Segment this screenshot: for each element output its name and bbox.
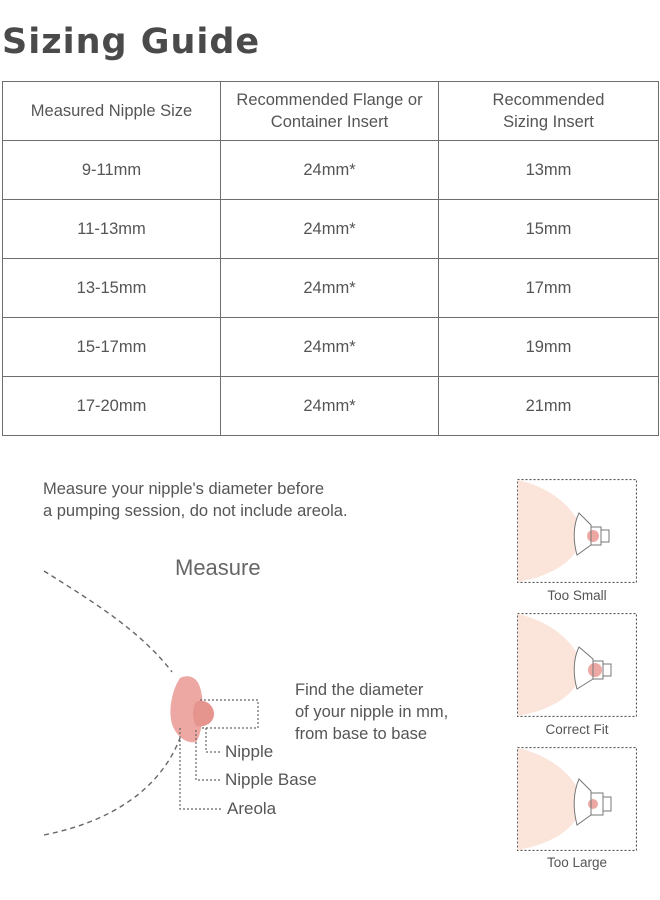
cell-insert: 15mm [439, 200, 659, 259]
measure-diagram [0, 440, 500, 860]
nipple-shape [193, 701, 214, 726]
header-flange-line1: Recommended Flange or [236, 91, 423, 109]
sizing-table [2, 81, 659, 436]
cell-insert: 21mm [439, 377, 659, 436]
header-measured-size: Measured Nipple Size [3, 82, 221, 141]
table-row [3, 318, 659, 377]
find-diameter-text [295, 679, 448, 745]
cell-flange: 24mm* [221, 377, 439, 436]
cell-insert: 19mm [439, 318, 659, 377]
instruction-line-1: Measure your nipple's diameter before [43, 480, 325, 498]
cell-nipple-size: 17-20mm [3, 377, 221, 436]
fit-label-too-large: Too Large [546, 855, 608, 870]
cell-insert: 13mm [439, 141, 659, 200]
fit-image-correct-fit [517, 613, 637, 717]
cell-nipple-size: 15-17mm [3, 318, 221, 377]
cell-nipple-size: 13-15mm [3, 259, 221, 318]
find-line-2: of your nipple in mm, [295, 703, 449, 721]
header-sizing-insert [439, 82, 659, 141]
nipple-base-label: Nipple Base [225, 770, 317, 789]
table-row [3, 141, 659, 200]
table-row [3, 377, 659, 436]
cell-flange: 24mm* [221, 318, 439, 377]
cell-nipple-size: 11-13mm [3, 200, 221, 259]
cell-nipple-size: 9-11mm [3, 141, 221, 200]
measure-heading: Measure [175, 555, 261, 580]
find-line-3: from base to base [295, 725, 428, 743]
page-title: Sizing Guide [2, 22, 261, 62]
nipple-label: Nipple [225, 742, 274, 761]
fit-image-too-large [517, 747, 637, 851]
nipple-base-leader [196, 730, 220, 780]
find-line-1: Find the diameter [295, 681, 424, 699]
nipple-leader [206, 728, 220, 752]
instruction-line-2: a pumping session, do not include areola. [43, 502, 348, 520]
cell-insert: 17mm [439, 259, 659, 318]
cell-flange: 24mm* [221, 141, 439, 200]
areola-label: Areola [227, 799, 277, 818]
cell-flange: 24mm* [221, 200, 439, 259]
cell-flange: 24mm* [221, 259, 439, 318]
breast-outline-lower [44, 738, 180, 835]
fit-label-too-small: Too Small [547, 588, 607, 603]
table-row [3, 200, 659, 259]
table-row [3, 259, 659, 318]
header-insert-line2: Sizing Insert [503, 113, 594, 131]
header-flange-line2: Container Insert [270, 113, 389, 131]
header-flange [221, 82, 439, 141]
header-insert-line1: Recommended [492, 91, 605, 109]
breast-outline-upper [44, 571, 172, 672]
table-header-row [3, 82, 659, 141]
fit-image-too-small [517, 479, 637, 583]
fit-label-correct-fit: Correct Fit [545, 722, 609, 737]
